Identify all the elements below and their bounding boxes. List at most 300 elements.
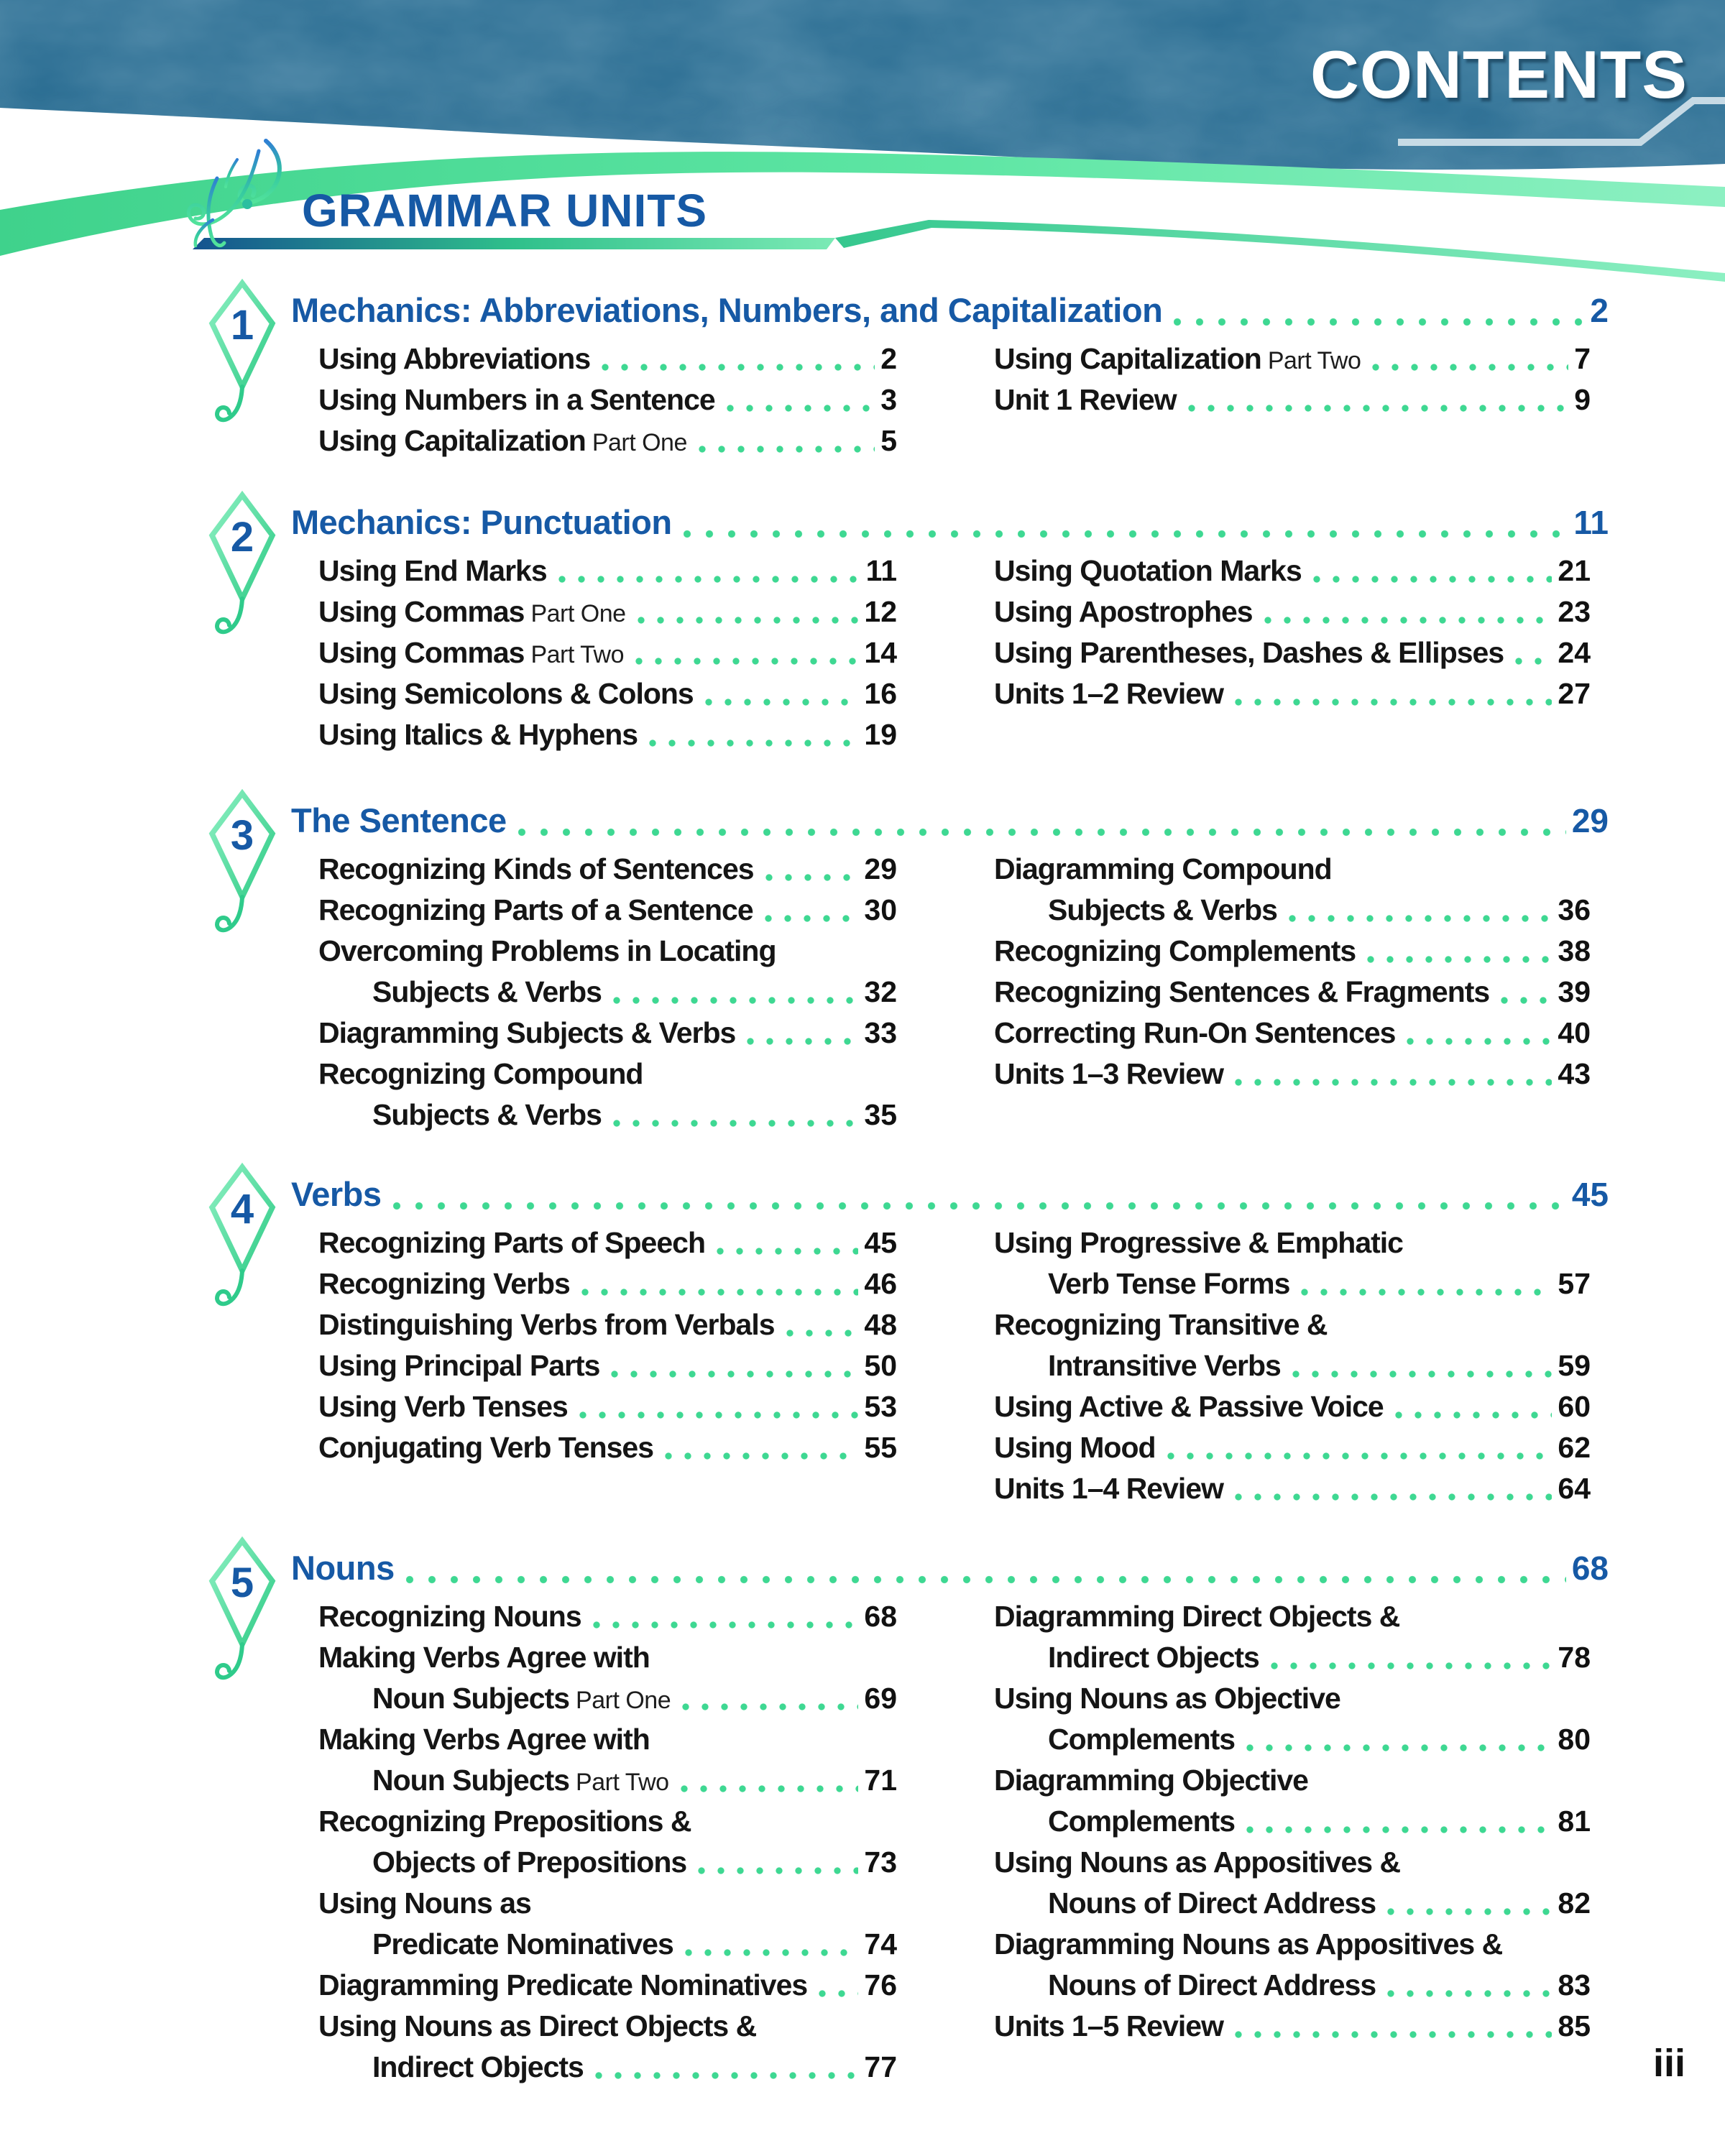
toc-entry-line <box>994 1387 1591 1428</box>
toc-entry-line <box>318 1428 897 1469</box>
entry-page-number: 39 <box>1558 975 1591 1008</box>
dot-leader <box>1387 1989 1552 1999</box>
entry-text: Nouns of Direct Address <box>1048 1886 1376 1920</box>
toc-entry-line <box>318 592 897 633</box>
toc-entry-line <box>994 1761 1591 1802</box>
toc-entry-line <box>318 2007 897 2047</box>
entry-text: Subjects & Verbs <box>372 975 602 1008</box>
toc-entry-line <box>318 674 897 715</box>
toc-column-left <box>318 1223 897 1510</box>
entry-text: Using Abbreviations <box>318 342 591 375</box>
toc-entry <box>318 1597 897 1638</box>
entry-text: Using End Marks <box>318 554 547 587</box>
dot-leader <box>593 1620 859 1630</box>
toc-entry-line <box>318 972 897 1013</box>
toc-entry <box>318 339 897 380</box>
toc-columns <box>211 551 1609 756</box>
dot-leader <box>649 738 858 748</box>
toc-entry-line <box>994 1264 1591 1305</box>
toc-entry <box>994 380 1591 421</box>
entry-page-number: 19 <box>864 718 897 751</box>
unit-heading <box>211 286 1609 349</box>
entry-text: Complements <box>1048 1805 1236 1838</box>
entry-page-number: 73 <box>864 1846 897 1879</box>
entry-page-number: 38 <box>1558 934 1591 967</box>
entry-text: Complements <box>1048 1723 1236 1756</box>
entry-text: Units 1–2 Review <box>994 677 1223 710</box>
dot-leader <box>681 1784 859 1794</box>
entry-text: Diagramming Predicate Nominatives <box>318 1968 808 2001</box>
unit-number-badge <box>206 1535 278 1686</box>
toc-entry <box>318 592 897 633</box>
entry-text: Distinguishing Verbs from Verbals <box>318 1308 775 1341</box>
entry-part-label: Part One <box>576 1687 671 1714</box>
entry-page-number: 48 <box>864 1308 897 1341</box>
toc-entry <box>994 551 1591 592</box>
entry-page-number: 21 <box>1558 554 1591 587</box>
toc-entry-line <box>994 1223 1591 1264</box>
entry-text: Recognizing Nouns <box>318 1600 581 1633</box>
entry-page-number: 68 <box>864 1600 897 1633</box>
toc-entry-line <box>994 1802 1591 1843</box>
entry-text: Intransitive Verbs <box>1048 1349 1281 1382</box>
dot-leader <box>595 2070 859 2081</box>
toc-entry <box>318 1223 897 1264</box>
toc-entry-line <box>994 592 1591 633</box>
entry-text: Using Principal Parts <box>318 1349 600 1382</box>
toc-entry-line <box>318 1387 897 1428</box>
entry-page-number: 53 <box>864 1390 897 1423</box>
dot-leader <box>393 1201 1566 1211</box>
toc-entry-line <box>318 1346 897 1387</box>
toc-entry <box>994 1428 1591 1469</box>
dot-leader <box>727 403 875 413</box>
toc-entry <box>318 1428 897 1469</box>
entry-page-number: 57 <box>1558 1267 1591 1300</box>
toc-entry-line <box>994 633 1591 674</box>
dot-leader <box>1235 2030 1552 2040</box>
toc-entry <box>994 1387 1591 1428</box>
dot-leader <box>1174 317 1584 327</box>
toc-entry-line <box>318 1679 897 1720</box>
entry-part-label: Part One <box>592 429 687 456</box>
dot-leader <box>1407 1036 1552 1046</box>
toc-entry <box>318 1264 897 1305</box>
page-header-title: CONTENTS <box>1310 37 1688 112</box>
entry-text: Diagramming Compound <box>994 852 1332 885</box>
unit-number: 4 <box>230 1186 254 1233</box>
dot-leader <box>635 656 858 666</box>
toc-entry <box>318 931 897 1013</box>
entry-text: Recognizing Compound <box>318 1057 643 1090</box>
entry-text: Subjects & Verbs <box>1048 893 1277 926</box>
unit-number-badge <box>206 788 278 939</box>
entry-text: Using Progressive & Emphatic <box>994 1226 1403 1259</box>
entry-page-number: 85 <box>1558 2009 1591 2042</box>
toc-entry-line <box>318 633 897 674</box>
toc-entry-line <box>318 1802 897 1843</box>
toc-entry-line <box>318 1054 897 1095</box>
entry-text: Using Capitalization <box>994 342 1261 375</box>
entry-text: Nouns of Direct Address <box>1048 1968 1376 2001</box>
entry-part-label: Part Two <box>576 1769 669 1796</box>
unit-number-badge <box>206 489 278 640</box>
toc-entry <box>994 972 1591 1013</box>
entry-text: Using Numbers in a Sentence <box>318 383 715 416</box>
toc-entry <box>318 1638 897 1720</box>
unit-title: Mechanics: Abbreviations, Numbers, and Capitalization <box>291 291 1163 329</box>
unit-title: Mechanics: Punctuation <box>291 503 672 541</box>
unit-number: 3 <box>230 812 254 859</box>
dot-leader <box>1246 1743 1552 1753</box>
toc-entry-line <box>318 1095 897 1136</box>
toc-entry <box>994 1469 1591 1510</box>
entry-page-number: 43 <box>1558 1057 1591 1090</box>
unit-section <box>211 1170 1609 1510</box>
toc-entry <box>994 1761 1591 1843</box>
toc-entry <box>318 1013 897 1054</box>
entry-page-number: 74 <box>864 1927 897 1961</box>
entry-page-number: 2 <box>880 342 897 375</box>
entry-page-number: 81 <box>1558 1805 1591 1838</box>
toc-entry <box>318 715 897 756</box>
toc-entry <box>318 1802 897 1884</box>
folio-page-number: iii <box>1652 2042 1685 2085</box>
entry-page-number: 46 <box>864 1267 897 1300</box>
unit-title: Nouns <box>291 1549 395 1587</box>
entry-page-number: 11 <box>865 554 897 587</box>
toc-column-right <box>994 849 1591 1136</box>
toc-entry-line <box>994 1305 1591 1346</box>
dot-leader <box>684 529 1568 539</box>
toc-entry <box>318 421 897 462</box>
unit-title: The Sentence <box>291 801 507 839</box>
entry-text: Diagramming Subjects & Verbs <box>318 1016 736 1049</box>
toc-entry <box>318 2007 897 2088</box>
unit-number-badge <box>206 277 278 428</box>
entry-page-number: 77 <box>864 2050 897 2083</box>
toc-entry-line <box>994 972 1591 1013</box>
entry-text: Predicate Nominatives <box>372 1927 673 1961</box>
entry-page-number: 80 <box>1558 1723 1591 1756</box>
entry-text: Recognizing Sentences & Fragments <box>994 975 1490 1008</box>
entry-page-number: 9 <box>1574 383 1591 416</box>
entry-page-number: 40 <box>1558 1016 1591 1049</box>
entry-text: Units 1–4 Review <box>994 1472 1223 1505</box>
dot-leader <box>1292 1369 1552 1379</box>
dot-leader <box>1235 1077 1552 1087</box>
toc-entry-line <box>318 551 897 592</box>
dot-leader <box>747 1036 858 1046</box>
dot-leader <box>1367 954 1552 964</box>
dot-leader <box>581 1287 859 1297</box>
toc-entry-line <box>994 1720 1591 1761</box>
toc-entry-line <box>994 1346 1591 1387</box>
toc-entry <box>994 2007 1591 2047</box>
entry-part-label: Part Two <box>1267 347 1361 374</box>
toc-entry-line <box>994 931 1591 972</box>
dot-leader <box>717 1246 858 1256</box>
dot-leader <box>1246 1825 1552 1835</box>
toc-entry-line <box>318 715 897 756</box>
entry-page-number: 64 <box>1558 1472 1591 1505</box>
entry-text: Objects of Prepositions <box>372 1846 687 1879</box>
toc-entry-line <box>994 1597 1591 1638</box>
entry-text: Noun Subjects <box>372 1764 570 1797</box>
entry-text: Using Commas <box>318 595 525 628</box>
entry-text: Using Commas <box>318 636 525 669</box>
toc-entry <box>994 1679 1591 1761</box>
toc-entry <box>318 1054 897 1136</box>
entry-page-number: 78 <box>1558 1641 1591 1674</box>
entry-text: Noun Subjects <box>372 1682 570 1715</box>
entry-page-number: 16 <box>864 677 897 710</box>
toc-entry-line <box>994 1013 1591 1054</box>
entry-text: Recognizing Parts of Speech <box>318 1226 705 1259</box>
toc-entry-line <box>994 849 1591 890</box>
unit-page-number: 2 <box>1590 292 1609 329</box>
toc-columns <box>211 1597 1609 2088</box>
toc-columns <box>211 1223 1609 1510</box>
entry-page-number: 59 <box>1558 1349 1591 1382</box>
dot-leader <box>638 615 859 625</box>
entry-text: Overcoming Problems in Locating <box>318 934 776 967</box>
entry-text: Recognizing Complements <box>994 934 1356 967</box>
dot-leader <box>1289 913 1552 923</box>
entry-page-number: 7 <box>1574 342 1591 375</box>
entry-page-number: 30 <box>864 893 897 926</box>
unit-page-number: 45 <box>1571 1176 1609 1213</box>
entry-text: Using Apostrophes <box>994 595 1253 628</box>
dot-leader <box>406 1575 1566 1585</box>
dot-leader <box>705 697 859 707</box>
unit-number: 2 <box>230 514 254 561</box>
toc-column-right <box>994 551 1591 756</box>
entry-page-number: 5 <box>880 424 897 457</box>
entry-text: Units 1–3 Review <box>994 1057 1223 1090</box>
dot-leader <box>558 574 860 584</box>
entry-page-number: 12 <box>864 595 897 628</box>
toc-entry-line <box>318 890 897 931</box>
toc-columns <box>211 849 1609 1136</box>
entry-text: Unit 1 Review <box>994 383 1177 416</box>
toc-entry-line <box>994 1428 1591 1469</box>
unit-page-number: 11 <box>1573 504 1609 541</box>
entry-text: Subjects & Verbs <box>372 1098 602 1131</box>
entry-text: Making Verbs Agree with <box>318 1723 650 1756</box>
entry-page-number: 24 <box>1558 636 1591 669</box>
unit-heading <box>211 796 1609 859</box>
toc-entry-line <box>318 380 897 421</box>
dot-leader <box>1387 1907 1552 1917</box>
entry-page-number: 60 <box>1558 1390 1591 1423</box>
section-underline-wedge <box>835 220 1725 282</box>
toc-entry <box>994 1013 1591 1054</box>
toc-entry <box>318 1305 897 1346</box>
toc-entry <box>994 1843 1591 1925</box>
entry-text: Indirect Objects <box>1048 1641 1259 1674</box>
entry-text: Using Nouns as Direct Objects & <box>318 2009 757 2042</box>
dot-leader <box>765 913 859 923</box>
toc-column-right <box>994 339 1591 462</box>
dot-leader <box>819 1989 858 1999</box>
toc-entry-line <box>318 1597 897 1638</box>
entry-page-number: 71 <box>864 1764 897 1797</box>
entry-page-number: 69 <box>864 1682 897 1715</box>
toc-entry <box>994 849 1591 931</box>
toc-entry-line <box>318 931 897 972</box>
flourish-icon <box>174 135 295 250</box>
dot-leader <box>602 362 875 372</box>
dot-leader <box>1501 995 1552 1005</box>
toc-entry-line <box>318 849 897 890</box>
entry-text: Using Active & Passive Voice <box>994 1390 1384 1423</box>
toc-entry-line <box>318 1638 897 1679</box>
dot-leader <box>1301 1287 1552 1297</box>
toc-entry <box>994 931 1591 972</box>
entry-text: Recognizing Parts of a Sentence <box>318 893 753 926</box>
unit-number-badge <box>206 1161 278 1312</box>
entry-text: Recognizing Transitive & <box>994 1308 1328 1341</box>
unit-page-number: 68 <box>1571 1549 1609 1587</box>
toc-entry-line <box>318 1884 897 1925</box>
toc-entry-line <box>994 1469 1591 1510</box>
entry-part-label: Part One <box>530 600 626 627</box>
toc-entry-line <box>994 674 1591 715</box>
toc-entry-line <box>994 1884 1591 1925</box>
dot-leader <box>1264 615 1552 625</box>
toc-entry <box>994 592 1591 633</box>
entry-text: Recognizing Kinds of Sentences <box>318 852 754 885</box>
entry-text: Using Parentheses, Dashes & Ellipses <box>994 636 1504 669</box>
entry-page-number: 76 <box>864 1968 897 2001</box>
entry-page-number: 55 <box>864 1431 897 1464</box>
unit-title: Verbs <box>291 1175 382 1213</box>
toc-entry-line <box>994 2007 1591 2047</box>
toc-entry-line <box>994 1638 1591 1679</box>
toc-entry-line <box>318 1720 897 1761</box>
dot-leader <box>699 444 875 454</box>
entry-text: Using Italics & Hyphens <box>318 718 638 751</box>
toc-entry-line <box>994 1843 1591 1884</box>
toc-entry-line <box>994 1679 1591 1720</box>
toc-entry <box>318 890 897 931</box>
toc-entry <box>994 1925 1591 2007</box>
toc-entry-line <box>318 1843 897 1884</box>
entry-text: Making Verbs Agree with <box>318 1641 650 1674</box>
dot-leader <box>685 1948 859 1958</box>
unit-section <box>211 1544 1609 2088</box>
entry-page-number: 45 <box>864 1226 897 1259</box>
entry-text: Recognizing Verbs <box>318 1267 570 1300</box>
dot-leader <box>611 1369 858 1379</box>
entry-part-label: Part Two <box>530 641 624 668</box>
dot-leader <box>1167 1451 1552 1461</box>
toc-entry-line <box>318 339 897 380</box>
toc-entry-line <box>318 1013 897 1054</box>
toc-entry <box>318 849 897 890</box>
dot-leader <box>765 872 859 883</box>
entry-text: Using Capitalization <box>318 424 586 457</box>
entry-text: Diagramming Objective <box>994 1764 1308 1797</box>
toc-entry <box>318 1720 897 1802</box>
toc-column-left <box>318 1597 897 2088</box>
toc-entry <box>318 1884 897 1966</box>
toc-entry <box>318 551 897 592</box>
toc-entry <box>318 380 897 421</box>
toc-column-right <box>994 1597 1591 2088</box>
toc-entry <box>994 1054 1591 1095</box>
toc-entry <box>994 1597 1591 1679</box>
entry-text: Using Nouns as Objective <box>994 1682 1340 1715</box>
dot-leader <box>1395 1410 1552 1420</box>
entry-text: Units 1–5 Review <box>994 2009 1223 2042</box>
toc-column-left <box>318 339 897 462</box>
unit-number: 1 <box>230 302 254 349</box>
toc-entry <box>318 633 897 674</box>
toc-entry <box>994 633 1591 674</box>
unit-page-number: 29 <box>1571 802 1609 839</box>
entry-page-number: 23 <box>1558 595 1591 628</box>
entry-page-number: 36 <box>1558 893 1591 926</box>
toc-entry-line <box>994 339 1591 380</box>
unit-heading <box>211 498 1609 561</box>
entry-text: Using Mood <box>994 1431 1156 1464</box>
toc-entry <box>994 674 1591 715</box>
dot-leader <box>1271 1661 1552 1671</box>
entry-text: Verb Tense Forms <box>1048 1267 1290 1300</box>
dot-leader <box>1235 1492 1552 1502</box>
toc-entry <box>994 1223 1591 1305</box>
toc-entry <box>318 1966 897 2007</box>
toc-entry-line <box>318 1305 897 1346</box>
entry-page-number: 33 <box>864 1016 897 1049</box>
toc-entry-line <box>318 2047 897 2088</box>
dot-leader <box>698 1866 858 1876</box>
dot-leader <box>1235 697 1552 707</box>
section-title: GRAMMAR UNITS <box>302 185 708 236</box>
entry-page-number: 35 <box>864 1098 897 1131</box>
entry-text: Using Semicolons & Colons <box>318 677 694 710</box>
toc-entry-line <box>994 1925 1591 1966</box>
dot-leader <box>682 1702 858 1712</box>
dot-leader <box>786 1328 859 1338</box>
entry-text: Diagramming Nouns as Appositives & <box>994 1927 1503 1961</box>
dot-leader <box>613 995 858 1005</box>
entry-text: Using Nouns as <box>318 1886 531 1920</box>
toc-entry <box>318 1346 897 1387</box>
toc-entry <box>994 1305 1591 1387</box>
dot-leader <box>579 1410 859 1420</box>
toc-entry-line <box>994 380 1591 421</box>
toc-entry-line <box>994 890 1591 931</box>
entry-text: Recognizing Prepositions & <box>318 1805 691 1838</box>
entry-page-number: 62 <box>1558 1431 1591 1464</box>
toc-entry <box>994 339 1591 380</box>
toc-entry-line <box>318 1264 897 1305</box>
dot-leader <box>1515 656 1552 666</box>
entry-page-number: 14 <box>864 636 897 669</box>
toc-entry-line <box>318 1925 897 1966</box>
dot-leader <box>665 1451 858 1461</box>
unit-heading <box>211 1544 1609 1606</box>
entry-page-number: 82 <box>1558 1886 1591 1920</box>
dot-leader <box>1372 362 1568 372</box>
unit-heading <box>211 1170 1609 1233</box>
unit-section <box>211 286 1609 462</box>
entry-page-number: 32 <box>864 975 897 1008</box>
entry-text: Conjugating Verb Tenses <box>318 1431 654 1464</box>
